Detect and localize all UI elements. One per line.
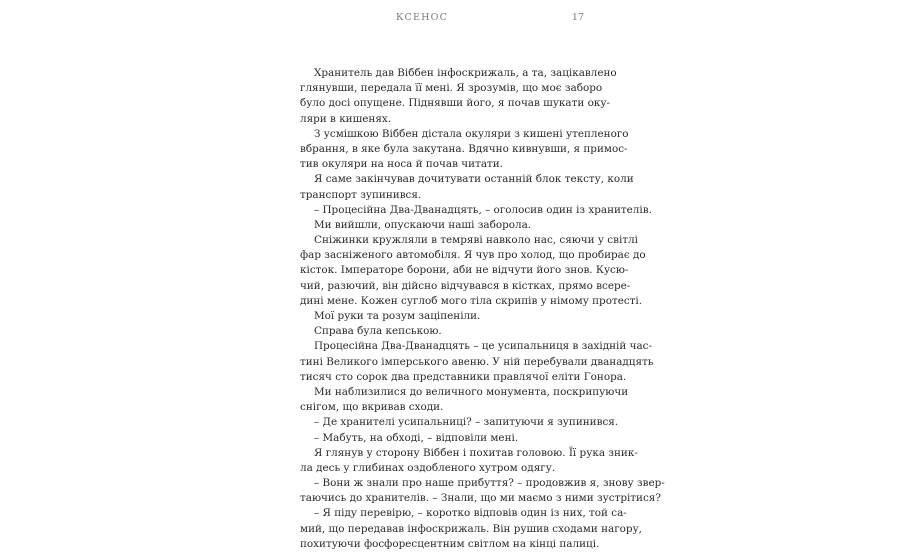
paragraph — [300, 431, 587, 446]
text-line: З усмішкою Віббен дістала окуляри з кишені утепленого — [314, 127, 629, 140]
paragraph — [300, 385, 629, 415]
text-line: транспорт зупинився. — [300, 188, 422, 201]
text-line: Ми наблизилися до величного монумента, поскрипуючи — [314, 385, 629, 398]
text-line: дині мене. Кожен суглоб мого тіла скрипів у німому протесті. — [300, 294, 643, 307]
text-line: – Мабуть, на обході, – відповіли мені. — [314, 431, 519, 444]
text-line: Справа була кепською. — [314, 325, 442, 338]
text-line: Я глянув у сторону Віббен і похитав головою. Її рука зник- — [314, 446, 638, 459]
text-line: фар засніженого автомобіля. Я чув про холод, що пробирає до — [300, 249, 646, 262]
paragraph — [300, 339, 654, 385]
text-line: похитуючи фосфоресцентним світлом на кінці палиці. — [300, 537, 600, 550]
text-line: ляри в кишенях. — [300, 112, 392, 125]
text-line: ла десь у глибинах оздобленого хутром одягу. — [300, 461, 556, 474]
text-line: глянувши, передала її мені. Я зрозумів, що моє заборо — [300, 82, 603, 95]
paragraph — [300, 506, 642, 552]
text-line: таючись до хранителів. – Знали, що ми маємо з ними зустрітися? — [300, 492, 661, 505]
text-line: – Де хранителі усипальниці? – запитуючи я зупинився. — [314, 416, 619, 429]
paragraph — [300, 309, 587, 324]
text-line: – Я піду перевірю, – коротко відповів один із них, той са- — [314, 507, 627, 520]
paragraph — [300, 446, 638, 476]
paragraph — [300, 324, 587, 339]
body-text — [300, 66, 665, 552]
text-line: вбрання, в яке була закутана. Вдячно кивнувши, я примос- — [300, 142, 628, 155]
paragraph — [300, 476, 665, 506]
paragraph — [300, 415, 619, 430]
text-line: мий, що передавав інфоскрижаль. Він рушив сходами нагору, — [300, 522, 642, 535]
text-line: – Вони ж знали про наше прибуття? – продовжив я, знову звер- — [314, 477, 665, 490]
running-title: КСЕНОС — [396, 12, 449, 23]
text-line: снігом, що вкривав сходи. — [300, 401, 444, 414]
text-line: було досі опущене. Піднявши його, я почав шукати оку- — [300, 97, 610, 110]
paragraph — [300, 233, 646, 309]
paragraph — [300, 127, 629, 173]
text-line: Процесійна Два-Дванадцять – це усипальниця в західній час- — [314, 340, 652, 353]
paragraph — [300, 172, 634, 202]
text-line: кісток. Імператоре борони, аби не відчути його знов. Кусю- — [300, 264, 629, 277]
paragraph — [300, 218, 587, 233]
paragraph — [300, 203, 652, 218]
text-line: тисяч сто сорок два представники правлячої еліти Гонора. — [300, 370, 627, 383]
page-number: 17 — [571, 12, 584, 23]
text-line: Сніжинки кружляли в темряві навколо нас, сяючи у світлі — [314, 234, 638, 247]
paragraph — [300, 66, 617, 127]
text-line: Хранитель дав Віббен інфоскрижаль, а та, зацікавлено — [314, 67, 617, 79]
text-line: Я саме закінчував дочитувати останній блок тексту, коли — [314, 173, 634, 186]
text-line: Ми вийшли, опускаючи наші заборола. — [314, 218, 532, 231]
text-line: – Процесійна Два-Дванадцять, – оголосив один із хранителів. — [314, 203, 652, 216]
text-line: чий, разючий, він дійсно відчувався в кістках, прямо всере- — [300, 279, 631, 292]
text-line: тині Великого імперського авеню. У ній перебували дванадцять — [300, 355, 654, 368]
text-line: тив окуляри на носа й почав читати. — [300, 158, 503, 171]
text-line: Мої руки та розум заціпеніли. — [314, 310, 481, 322]
running-head — [300, 12, 594, 28]
